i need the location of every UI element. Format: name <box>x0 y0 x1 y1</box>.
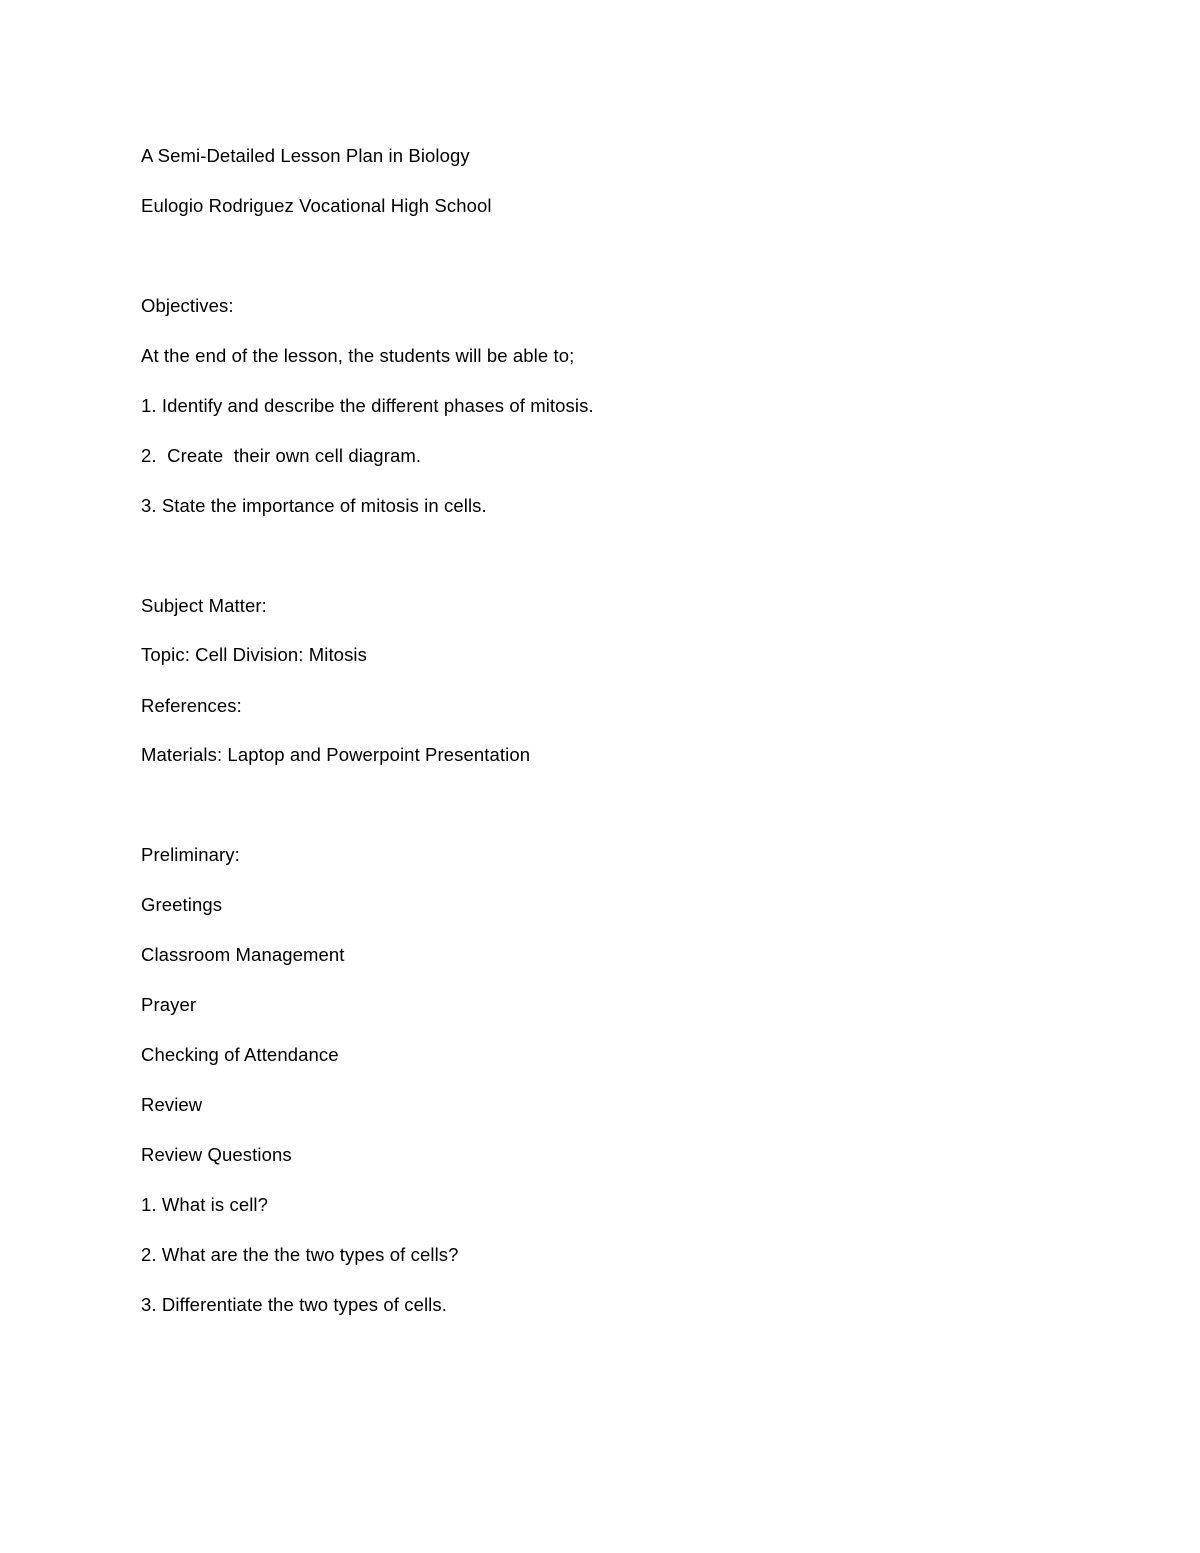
preliminary-item: Prayer <box>141 994 197 1015</box>
review-question-item: 3. Differentiate the two types of cells. <box>141 1294 447 1315</box>
materials-line: Materials: Laptop and Powerpoint Presentation <box>141 744 531 765</box>
objectives-intro: At the end of the lesson, the students will be able to; <box>141 345 575 366</box>
objective-item: 2. Create their own cell diagram. <box>141 445 422 466</box>
preliminary-item: Review <box>141 1094 203 1115</box>
school-name: Eulogio Rodriguez Vocational High School <box>141 195 492 216</box>
subject-matter-heading: Subject Matter: <box>141 595 267 616</box>
preliminary-item: Checking of Attendance <box>141 1044 339 1065</box>
topic-line: Topic: Cell Division: Mitosis <box>141 644 367 665</box>
review-questions-heading: Review Questions <box>141 1144 292 1165</box>
review-question-item: 2. What are the the two types of cells? <box>141 1244 459 1265</box>
document-title: A Semi-Detailed Lesson Plan in Biology <box>141 145 470 166</box>
objectives-heading: Objectives: <box>141 295 234 316</box>
preliminary-item: Greetings <box>141 894 223 915</box>
preliminary-item: Classroom Management <box>141 944 345 965</box>
preliminary-heading: Preliminary: <box>141 844 240 865</box>
review-question-item: 1. What is cell? <box>141 1194 269 1215</box>
objective-item: 1. Identify and describe the different phases of mitosis. <box>141 395 594 416</box>
objective-item: 3. State the importance of mitosis in cells. <box>141 495 487 516</box>
references-line: References: <box>141 695 242 716</box>
